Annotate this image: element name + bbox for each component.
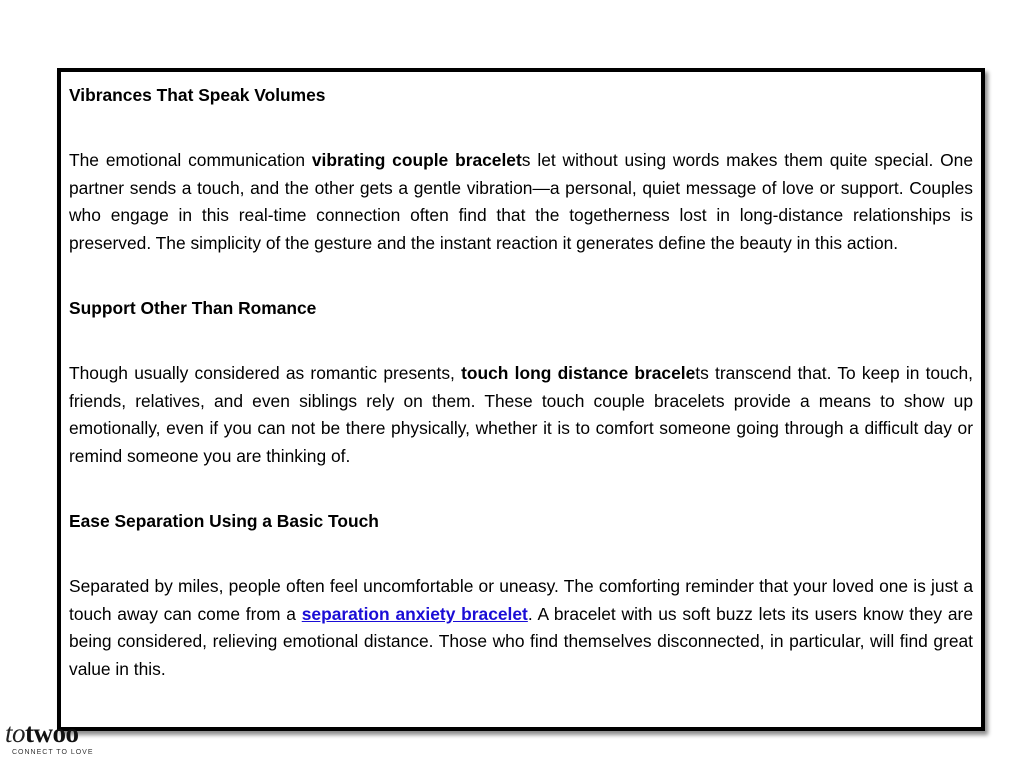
paragraph-text: Though usually considered as romantic presents, [69,363,462,384]
content-frame [57,68,985,731]
section-paragraph-vibrances [69,147,973,257]
section-heading-support: Support Other Than Romance [69,297,317,318]
logo-wordmark [5,718,79,749]
keyword-bold: touch long distance bracele [461,363,696,384]
paragraph-text: Separated by miles, people often feel uncomfortable or uneasy. The comforting reminder that your loved one is just a touch away can come from a [69,576,973,624]
logo-tagline: CONNECT TO LOVE [12,749,94,756]
logo-word-two: twoo [25,718,79,748]
section-paragraph-support [69,360,973,470]
document-body [69,82,973,683]
paragraph-text: ts transcend that. To keep in touch, friends, relatives, and even siblings rely on them. These touch couple bracelets provide a means to show up emotionally, even if you can not be there physically, whether it is to comfort someone going through a difficult day or remind someone you are thinking of. [69,363,973,466]
separation-anxiety-bracelet-link[interactable]: separation anxiety bracelet [301,603,528,624]
keyword-bold: vibrating couple bracelet [311,150,522,171]
totwoo-logo [3,718,95,764]
section-paragraph-ease-separation [69,573,973,683]
logo-word-to: to [5,718,26,748]
paragraph-text: The emotional communication [69,150,312,171]
paragraph-text: . A bracelet with us soft buzz lets its users know they are being considered, relieving emotional distance. Those who find themselves disconnected, in particular, will find great value in this. [69,603,973,679]
section-heading-vibrances: Vibrances That Speak Volumes [69,85,326,105]
paragraph-text: s let without using words makes them quite special. One partner sends a touch, and the other gets a gentle vibration—a personal, quiet message of love or support. Couples who engage in this real-time connection often find that the togetherness lost in long-distance relationships is preserved. The simplicity of the gesture and the instant reaction it generates define the beauty in this action. [69,150,974,253]
section-heading-ease-separation: Ease Separation Using a Basic Touch [69,510,379,531]
